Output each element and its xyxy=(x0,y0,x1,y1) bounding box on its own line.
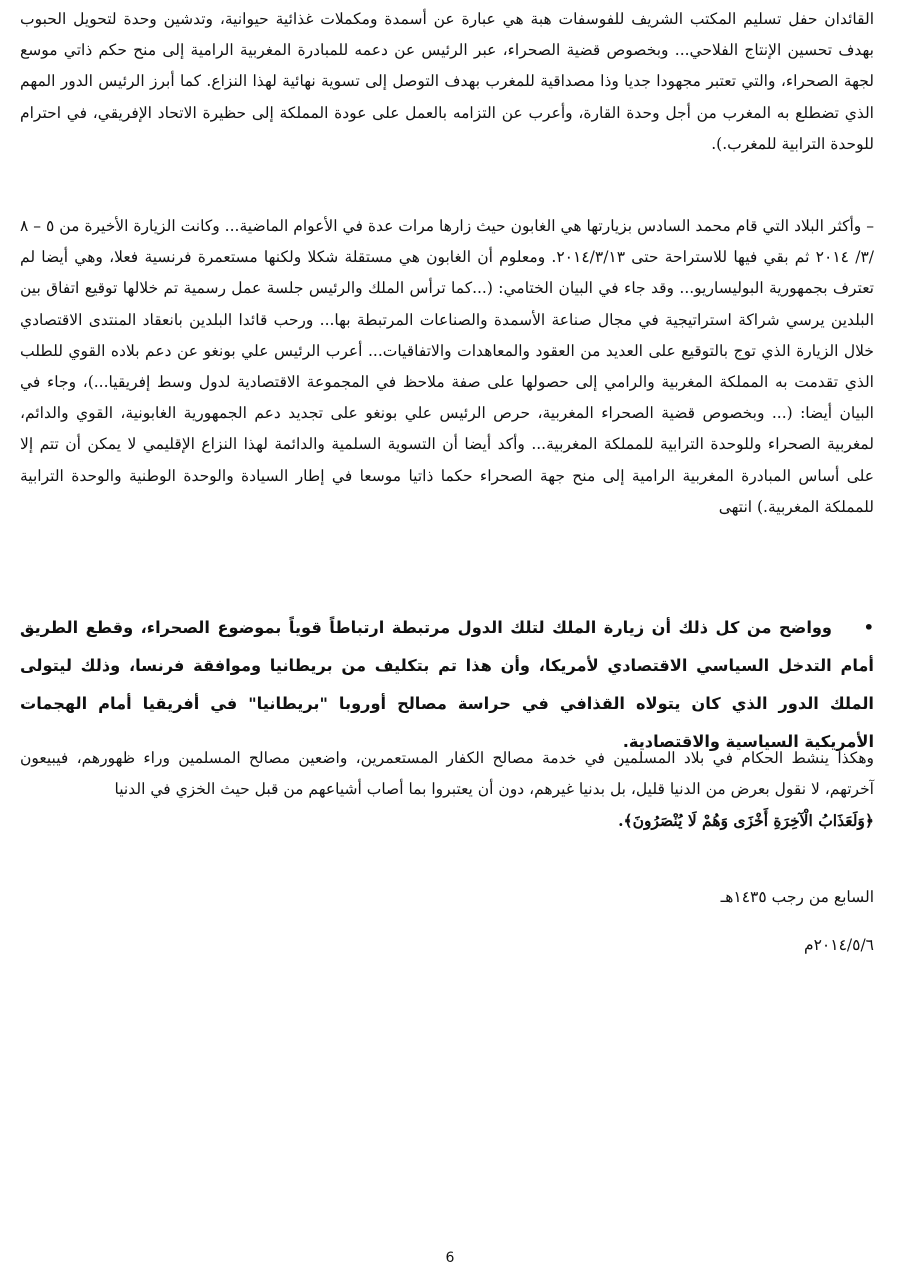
rulers-text: وهكذا ينشط الحكام في بلاد المسلمين في خدمة مصالح الكفار المستعمرين، واضعين مصالح المسلمين وراء ظهورهم، فيبيعون آخرتهم، لا نقول بعرض من الدنيا قليل، بل بدنيا غيرهم، دون أن يعتبروا بما أصاب أشياعهم من قبل حيث الخزي في الدنيا xyxy=(20,749,874,799)
paragraph-conclusion-bold xyxy=(20,609,874,761)
page-number: 6 xyxy=(445,1250,455,1266)
document-page xyxy=(20,0,874,1274)
paragraph-rulers xyxy=(20,743,874,838)
paragraph-gabon-visit: – وأكثر البلاد التي قام محمد السادس بزيارتها هي الغابون حيث زارها مرات عدة في الأعوام الماضية... وكانت الزيارة الأخيرة من ٥ – ٨ /٣/ ٢٠١٤ ثم بقي فيها للاستراحة حتى ٢٠١٤/٣/١٣. ومعلوم أن الغابون هي مستقلة شكلا ولكنها مستعمرة فرنسية فعلا، وهي أيضا لم تعترف بجمهورية البوليساريو... وقد جاء في البيان الختامي: (...كما ترأس الملك والرئيس جلسة عمل رسمية تم خلالها توقيع اتفاق بين البلدين يرسي شراكة استراتيجية في مجال صناعة الأسمدة والصناعات المرتبطة بها... ورحب قائدا البلدين بانعقاد المنتدى الاقتصادي خلال الزيارة الذي توج بالتوقيع على العديد من العقود والمعاهدات والاتفاقيات... أعرب الرئيس علي بونغو عن دعم بلاده القوي للطلب الذي تقدمت به المملكة المغربية والرامي إلى حصولها على صفة ملاحظ في المجموعة الاقتصادية لدول وسط إفريقيا...)، وجاء في البيان أيضا: (... وبخصوص قضية الصحراء المغربية، حرص الرئيس علي بونغو على تجديد دعم الجمهورية الغابونية، القوي والدائم، لمغربية الصحراء وللوحدة الترابية للمملكة المغربية... وأكد أيضا أن التسوية السلمية والدائمة لهذا النزاع الإقليمي لا يمكن أن تتم إلا على أساس المبادرة المغربية الرامية إلى منح جهة الصحراء حكما ذاتيا موسعا في إطار السيادة والوحدة الوطنية والوحدة الترابية للمملكة المغربية.) انتهى xyxy=(20,217,874,516)
conclusion-text: وواضح من كل ذلك أن زيارة الملك لتلك الدول مرتبطة ارتباطاً قوياً بموضوع الصحراء، وقطع الطريق أمام التدخل السياسي الاقتصادي لأمريكا، وأن هذا تم بتكليف من بريطانيا وموافقة فرنسا، وذلك ليتولى الملك الدور الذي كان يتولاه القذافي في حراسة مصالح أوروبا "بريطانيا" في أفريقيا أمام الهجمات الأمريكية السياسية والاقتصادية. xyxy=(20,618,874,751)
bullet-point: • xyxy=(863,618,874,637)
date-gregorian: ٢٠١٤/٥/٦م xyxy=(803,936,874,954)
date-hijri: السابع من رجب ١٤٣٥هـ xyxy=(720,888,874,906)
paragraph-summit-phosphate: القائدان حفل تسليم المكتب الشريف للفوسفات هبة هي عبارة عن أسمدة ومكملات غذائية حيوانية، وتدشين وحدة لتحويل الحبوب بهدف تحسين الإنتاج الفلاحي... وبخصوص قضية الصحراء، عبر الرئيس عن دعمه للمبادرة المغربية الرامية إلى منح حكم ذاتي موسع لجهة الصحراء، والتي تعتبر مجهودا جديا وذا مصداقية للمغرب بهدف التوصل إلى تسوية نهائية لهذا النزاع. كما أبرز الرئيس الدور المهم الذي تضطلع به المغرب من أجل وحدة القارة، وأعرب عن التزامه بالعمل على عودة المملكة إلى حظيرة الاتحاد الإفريقي، في احترام للوحدة الترابية للمغرب.). xyxy=(20,10,874,153)
quran-verse: ﴿وَلَعَذَابُ الْآخِرَةِ أَخْزَى وَهُمْ لَا يُنْصَرُونَ﴾. xyxy=(618,811,874,831)
